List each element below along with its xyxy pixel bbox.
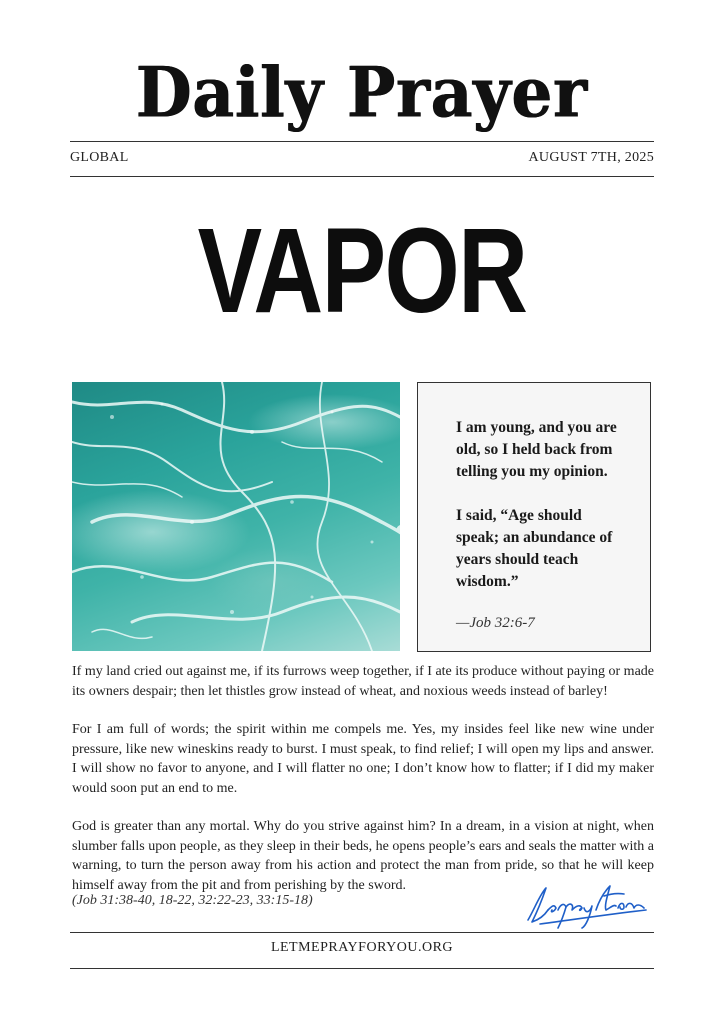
masthead-divider-top bbox=[70, 141, 654, 142]
ocean-foam-graphic bbox=[72, 382, 400, 651]
quote-paragraph: I am young, and you are old, so I held back from telling you my opinion. bbox=[456, 419, 617, 480]
website-link[interactable]: LETMEPRAYFORYOU.ORG bbox=[270, 940, 454, 955]
dateline-date: AUGUST 7TH, 2025 bbox=[528, 150, 654, 165]
ocean-photo bbox=[72, 382, 400, 651]
dateline bbox=[70, 150, 654, 166]
article-body bbox=[72, 662, 654, 914]
footer-divider-bottom bbox=[70, 968, 654, 969]
masthead-title: Daily Prayer bbox=[136, 53, 588, 134]
scripture-quote-box bbox=[417, 382, 651, 652]
dateline-region: GLOBAL bbox=[70, 150, 129, 165]
body-paragraph: For I am full of words; the spirit within me compels me. Yes, my insides feel like new wine under pressure, like new wineskins ready to burst. I must speak, to find relief; I will open my lips and answer. I will show no favor to anyone, and I will flatter no one; I don’t know how to flatter; if I did my maker would soon put an end to me. bbox=[72, 722, 654, 796]
scripture-citation: (Job 31:38-40, 18-22, 32:22-23, 33:15-18) bbox=[72, 893, 313, 908]
body-paragraph: God is greater than any mortal. Why do you strive against him? In a dream, in a vision at night, when slumber falls upon people, as they sleep in their beds, he opens people’s ears and seals the matter with a warning, to turn the person away from his action and protect the man from pride, so that he will keep himself away from the pit and from perishing by the sword. bbox=[72, 819, 654, 893]
headline: VAPOR bbox=[197, 203, 527, 339]
body-paragraph: If my land cried out against me, if its furrows weep together, if I ate its produce without paying or made its owners despair; then let thistles grow instead of wheat, and noxious weeds instead of barley! bbox=[72, 664, 654, 699]
quote-paragraph: I said, “Age should speak; an abundance of years should teach wisdom.” bbox=[456, 507, 613, 590]
quote-reference: —Job 32:6-7 bbox=[456, 615, 535, 631]
footer-divider-top bbox=[70, 932, 654, 933]
masthead-divider-bottom bbox=[70, 176, 654, 177]
signature-graphic bbox=[520, 880, 650, 930]
